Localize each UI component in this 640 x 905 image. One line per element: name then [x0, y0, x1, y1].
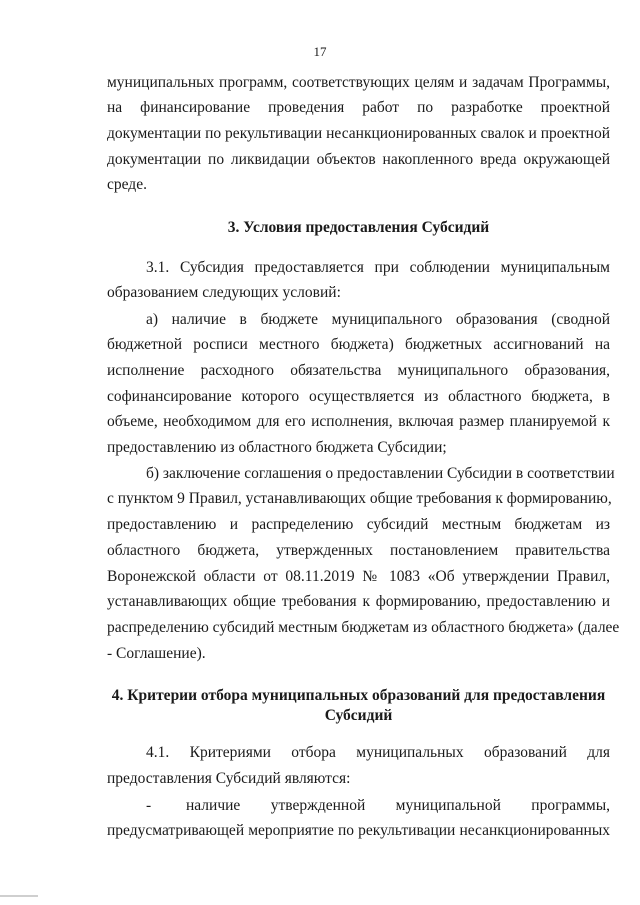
text-line: муниципальных программ, соответствующих целям и задачам Программы,	[107, 74, 610, 91]
condition-a-line: предоставлению из областного бюджета Субсидии;	[107, 439, 447, 456]
condition-b-line: Воронежской области от 08.11.2019 № 1083 «Об утверждении Правил,	[107, 568, 610, 585]
page-number: 17	[313, 44, 327, 59]
condition-a-line: а) наличие в бюджете муниципального образования (сводной	[146, 311, 610, 328]
condition-a-line: объеме, необходимом для его исполнения, включая размер планируемой к	[107, 413, 610, 430]
criterion-line: наличие утвержденной муниципальной программы,	[186, 797, 610, 814]
section-4-heading: Субсидий	[324, 707, 393, 724]
paragraph-4-1-line: 4.1. Критериями отбора муниципальных образований для	[146, 744, 610, 761]
condition-a-line: софинансирование которого осуществляется из областного бюджета, в	[107, 388, 610, 405]
text-line: документации по ликвидации объектов накопленного вреда окружающей	[107, 151, 610, 168]
condition-a-line: исполнение расходного обязательства муниципального образования,	[107, 362, 610, 379]
criterion-line: предусматривающей мероприятие по рекультивации несанкционированных	[107, 822, 610, 839]
condition-a-line: бюджетной росписи местного бюджета) бюджетных ассигнований на	[107, 336, 610, 353]
scan-edge-mark	[0, 895, 38, 897]
condition-b-line: - Соглашение).	[107, 645, 206, 662]
condition-b-line: с пунктом 9 Правил, устанавливающих общие требования к формированию,	[107, 490, 612, 507]
paragraph-3-1-line: 3.1. Субсидия предоставляется при соблюдении муниципальным	[146, 259, 610, 276]
section-3-heading: 3. Условия предоставления Субсидий	[227, 219, 490, 236]
condition-b-line: б) заключение соглашения о предоставлении Субсидии в соответствии	[146, 465, 615, 482]
text-line: документации по рекультивации несанкционированных свалок и проектной	[107, 125, 610, 142]
list-dash: -	[146, 797, 152, 814]
condition-b-line: предоставлению и распределению субсидий местным бюджетам из	[107, 516, 610, 533]
text-line: среде.	[107, 176, 147, 193]
condition-b-line: распределению субсидий местным бюджетам из областного бюджета» (далее	[107, 619, 620, 636]
paragraph-4-1-line: предоставления Субсидий являются:	[107, 770, 351, 787]
condition-b-line: устанавливающих общие требования к формированию, предоставлению и	[107, 593, 610, 610]
section-4-heading: 4. Критерии отбора муниципальных образований для предоставления	[111, 687, 606, 704]
paragraph-3-1-line: образованием следующих условий:	[107, 284, 341, 301]
text-line: на финансирование проведения работ по разработке проектной	[107, 99, 610, 116]
condition-b-line: областного бюджета, утвержденных постановлением правительства	[107, 542, 610, 559]
